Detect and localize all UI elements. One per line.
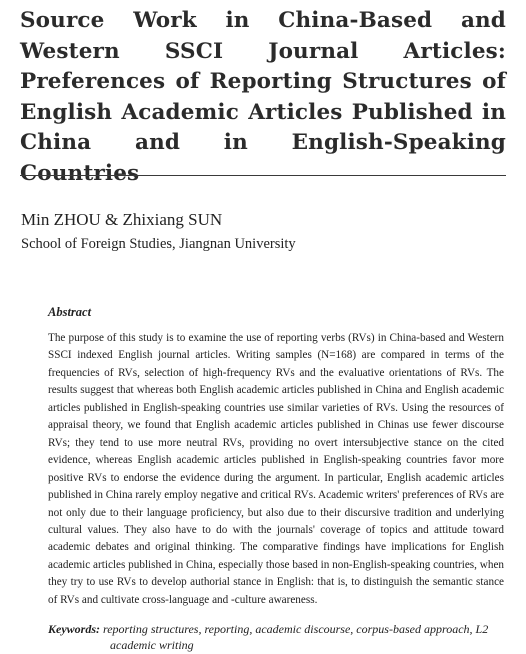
keywords-line-1 [48,621,508,637]
author-affiliation: School of Foreign Studies, Jiangnan University [21,236,296,252]
abstract-heading: Abstract [48,305,92,319]
abstract-body: The purpose of this study is to examine the use of reporting verbs (RVs) in China-based and Western SSCI indexed English journal articles. Writing samples (N=168) are compared in terms of the frequencies of RVs, selection of high-frequency RVs and the evaluative orientations of RVs. The results suggest that whereas both English academic articles published in China and English academic articles published in English-speaking countries use similar varieties of RVs. Using the resources of appraisal theory, we found that English academic articles published in Chinas use fewer discourse RVs; they tend to use more neutral RVs, providing no overt intersubjective stance on the cited evidence, whereas English academic articles published in English-speaking countries favor more positive RVs to endorse the evidence during the argument. In particular, English academic articles published in China rarely employ negative and critical RVs. Academic writers' preferences of RVs are not only due to their language proficiency, but also due to their discursive tradition and underlying cultural values. They also have to do with the journals' coverage of topics and attitude toward academic debates and original thinking. The comparative findings have implications for English academic articles published in China, especially those based in non-English-speaking countries, when they try to use RVs to develop authorial stance in English: that is, to distinguish the semantic stance of RVs and cultivate cross-language and -culture awareness. [48,332,504,606]
title-divider [20,175,506,176]
keywords-line-2: academic writing [110,638,194,652]
keywords-list: reporting structures, reporting, academic discourse, corpus-based approach, L2 [103,622,489,636]
paper-title: Source Work in China-Based and Western SSCI Journal Articles: Preferences of Reporting Structures of English Academic Articles Published in China and in English-Speaking Countries [20,8,506,186]
keywords-label: Keywords: [48,622,100,636]
author-names: Min ZHOU & Zhixiang SUN [21,210,223,229]
keywords-block [48,621,508,653]
